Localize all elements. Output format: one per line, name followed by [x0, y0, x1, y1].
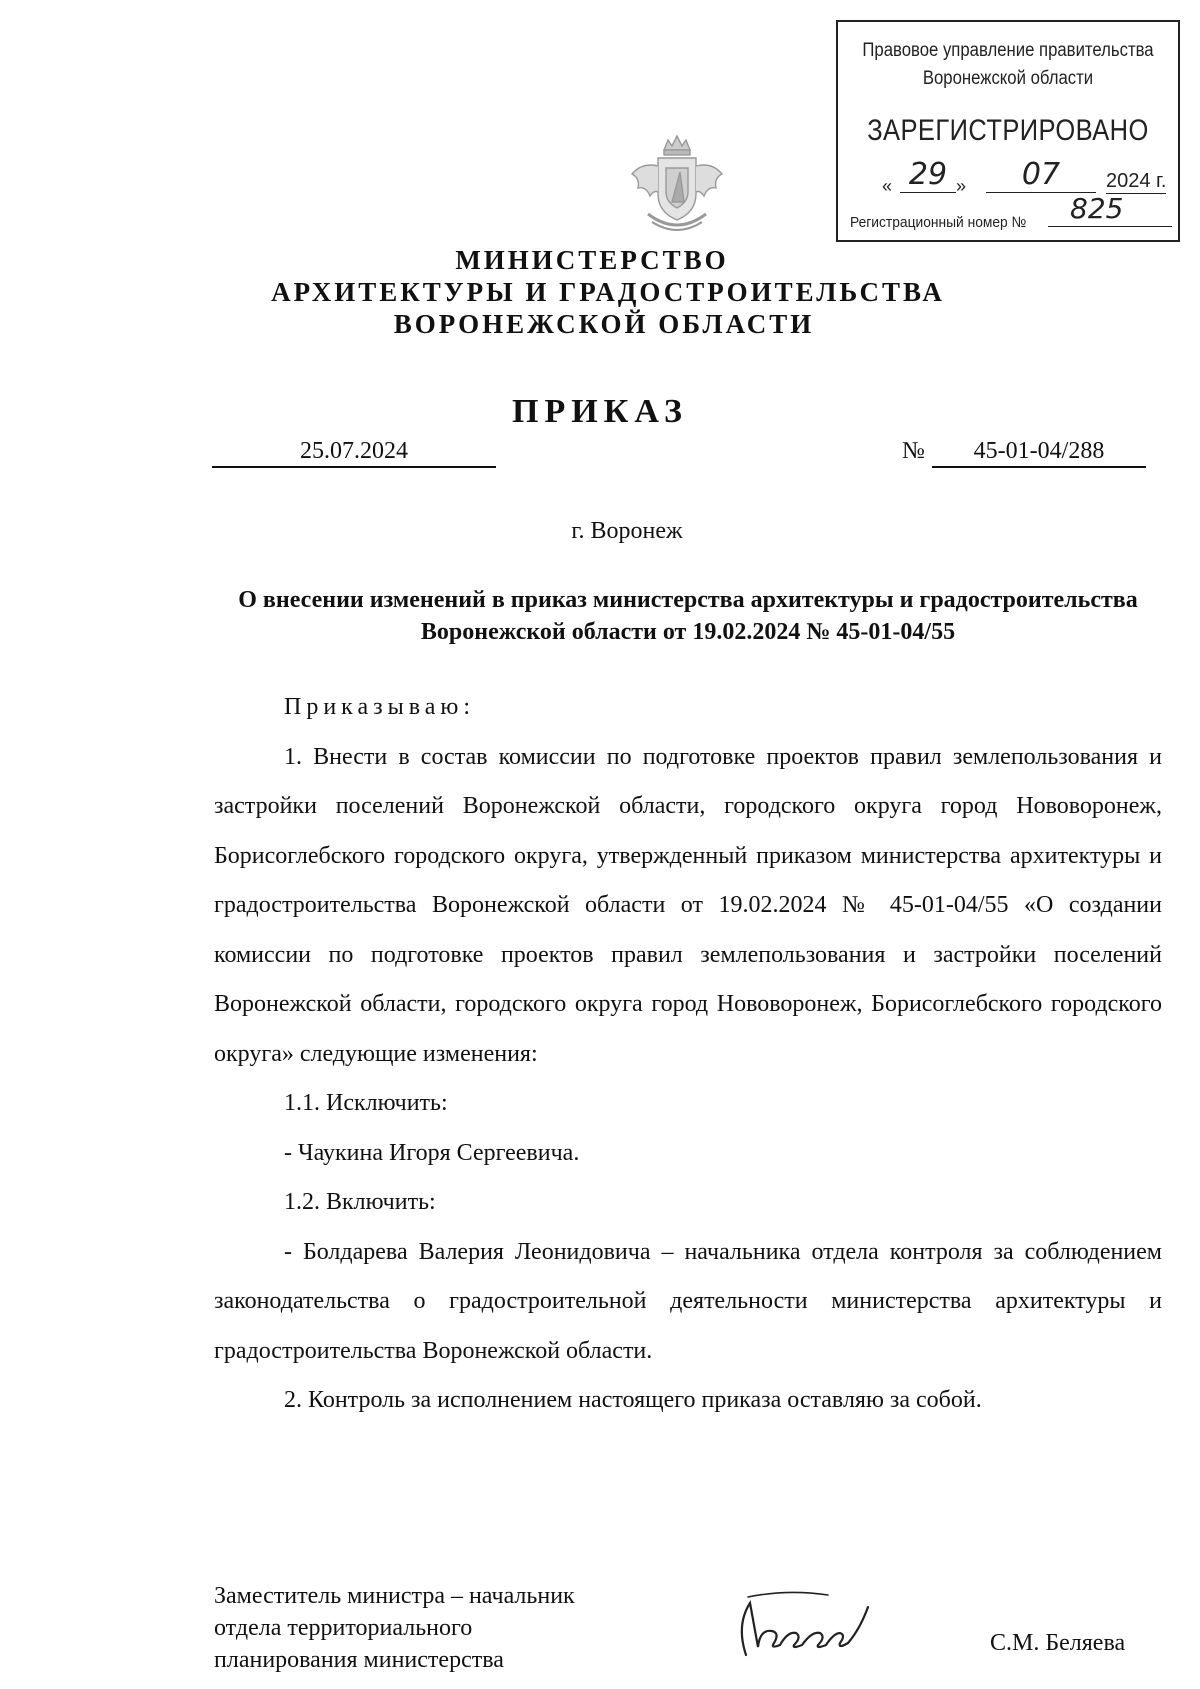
handwritten-signature-icon — [728, 1585, 908, 1665]
order-date: 25.07.2024 — [212, 436, 496, 468]
stamp-year: 2024 г. — [1106, 170, 1167, 192]
order-number-sign: № — [902, 438, 925, 464]
document-type-title: ПРИКАЗ — [512, 393, 688, 430]
stamp-reg-number-label: Регистрационный номер № — [850, 214, 1027, 231]
stamp-quote-open: « — [882, 176, 893, 196]
coat-of-arms-icon — [622, 132, 732, 240]
stamp-quote-close: » — [956, 176, 967, 196]
item-1-1-person: - Чаукина Игоря Сергеевича. — [284, 1139, 580, 1166]
item-2: 2. Контроль за исполнением настоящего приказа оставляю за собой. — [284, 1387, 982, 1413]
ministry-name-line1: МИНИСТЕРСТВО — [455, 245, 729, 275]
registration-stamp — [836, 20, 1180, 242]
order-word: Приказываю: — [284, 694, 475, 720]
item-1: 1. Внести в состав комиссии по подготовке проектов правил землепользования и застройки поселений Воронежской области, городского округа город Нововоронеж, Борисоглебского городского округа, утвержденный приказом министерства архитектуры и градостроительства Воронежской области от 19.02.2024 № 45-01-04/55 «О создании комиссии по подготовке проектов правил землепользования и застройки поселений Воронежской области, городского округа город Нововоронеж, Борисоглебского городского округа» следующие изменения: — [214, 743, 1162, 1067]
ministry-name-line3: ВОРОНЕЖСКОЙ ОБЛАСТИ — [393, 309, 815, 339]
signer-position — [214, 1580, 575, 1676]
stamp-registered-label: ЗАРЕГИСТРИРОВАНО — [867, 114, 1149, 147]
city: г. Воронеж — [571, 518, 683, 544]
stamp-month: 07 — [986, 158, 1096, 193]
order-body — [214, 683, 1162, 1426]
stamp-day: 29 — [900, 158, 956, 193]
signer-position-line1: Заместитель министра – начальник — [214, 1583, 575, 1609]
item-1-2: 1.2. Включить: — [284, 1189, 436, 1215]
stamp-reg-number: 825 — [1048, 192, 1172, 227]
signer-position-line3: планирования министерства — [214, 1647, 504, 1673]
signer-position-line2: отдела территориального — [214, 1615, 473, 1641]
item-1-1: 1.1. Исключить: — [284, 1090, 448, 1116]
ministry-name-line2: АРХИТЕКТУРЫ И ГРАДОСТРОИТЕЛЬСТВА — [271, 277, 945, 307]
order-subject: О внесении изменений в приказ министерства архитектуры и градостроительства Воронежской области от 19.02.2024 № 45-01-04/55 — [238, 587, 1138, 645]
order-number: 45-01-04/288 — [932, 436, 1146, 468]
stamp-office-line2: Воронежской области — [922, 68, 1094, 89]
item-1-2-person: - Болдарева Валерия Леонидовича – начальника отдела контроля за соблюдением законодательства о градостроительной деятельности министерства архитектуры и градостроительства Воронежской области. — [214, 1238, 1162, 1364]
stamp-office-line1: Правовое управление правительства — [862, 40, 1154, 61]
signer-name: С.М. Беляева — [990, 1630, 1126, 1656]
